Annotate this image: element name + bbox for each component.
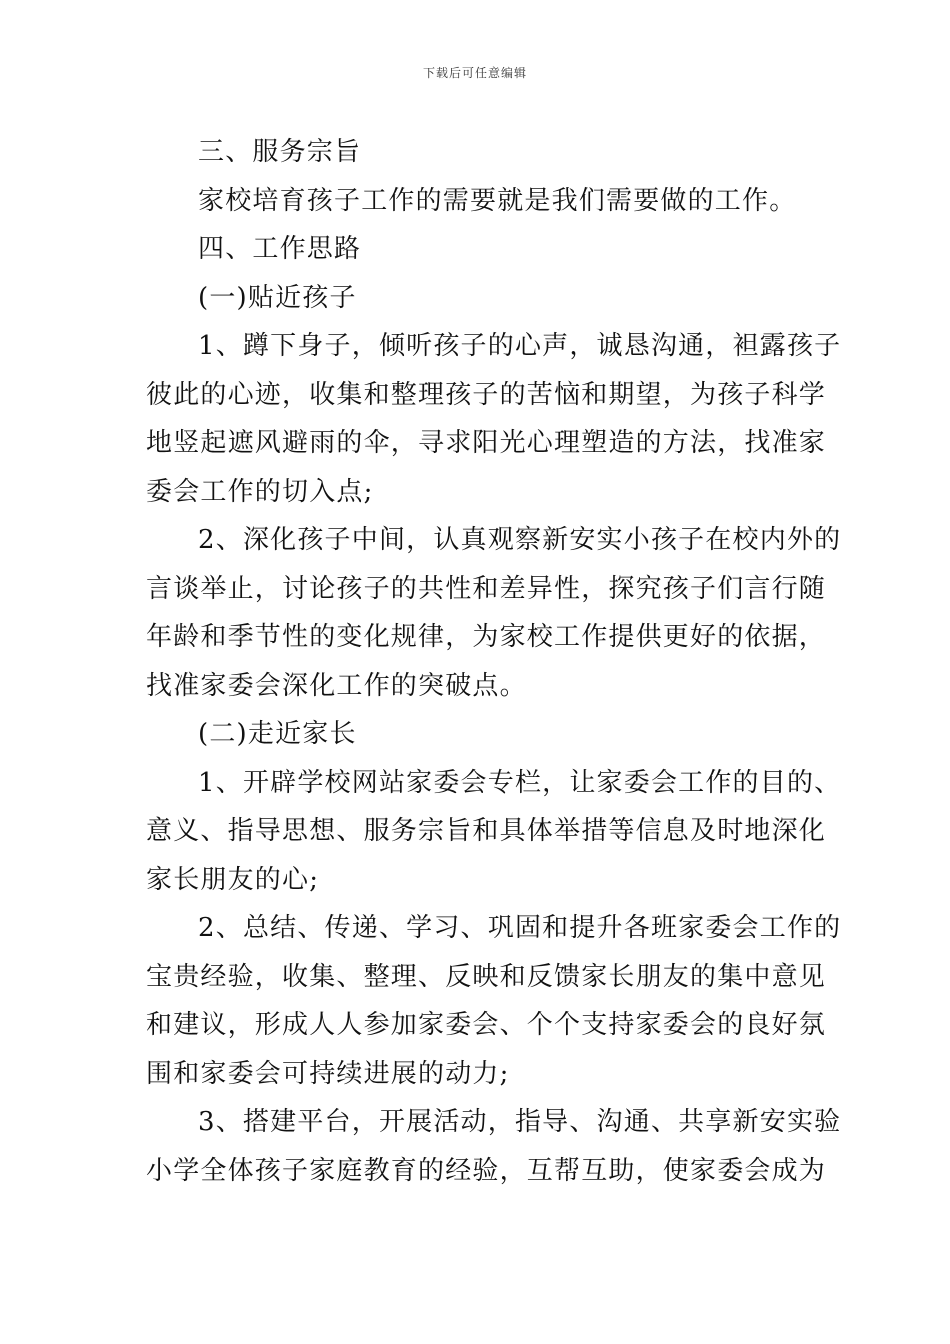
- text-line: (一)贴近孩子: [198, 282, 357, 313]
- text-line: (二)走近家长: [198, 719, 357, 749]
- text-line: 年龄和季节性的变化规律，为家校工作提供更好的依据，: [146, 622, 827, 652]
- document-body: [146, 128, 842, 1195]
- text-line: 1、蹲下身子，倾听孩子的心声，诚恳沟通，袒露孩子: [198, 331, 842, 361]
- text-line: 2、总结、传递、学习、巩固和提升各班家委会工作的: [198, 913, 842, 943]
- text-line: 1、开辟学校网站家委会专栏，让家委会工作的目的、: [198, 767, 842, 798]
- page-header-note: 下载后可任意编辑: [422, 66, 527, 80]
- text-line: 意义、指导思想、服务宗旨和具体举措等信息及时地深化: [146, 816, 827, 846]
- text-line: 2、深化孩子中间，认真观察新安实小孩子在校内外的: [198, 525, 842, 555]
- text-line: 言谈举止，讨论孩子的共性和差异性，探究孩子们言行随: [146, 573, 827, 604]
- text-line: 四、工作思路: [198, 234, 362, 264]
- text-line: 彼此的心迹，收集和整理孩子的苦恼和期望，为孩子科学: [146, 379, 827, 410]
- text-line: 3、搭建平台，开展活动，指导、沟通、共享新安实验: [198, 1107, 842, 1137]
- text-line: 家校培育孩子工作的需要就是我们需要做的工作。: [198, 185, 797, 216]
- text-line: 围和家委会可持续进展的动力;: [146, 1058, 510, 1089]
- text-line: 小学全体孩子家庭教育的经验，互帮互助，使家委会成为: [146, 1155, 827, 1186]
- text-line: 地竖起遮风避雨的伞，寻求阳光心理塑造的方法，找准家: [146, 428, 827, 458]
- text-line: 三、服务宗旨: [198, 137, 362, 167]
- text-line: 家长朋友的心;: [146, 864, 320, 895]
- text-line: 委会工作的切入点;: [146, 476, 374, 507]
- text-line: 和建议，形成人人参加家委会、个个支持家委会的良好氛: [146, 1010, 827, 1040]
- text-line: 找准家委会深化工作的突破点。: [146, 670, 527, 701]
- text-line: 宝贵经验，收集、整理、反映和反馈家长朋友的集中意见: [146, 961, 827, 992]
